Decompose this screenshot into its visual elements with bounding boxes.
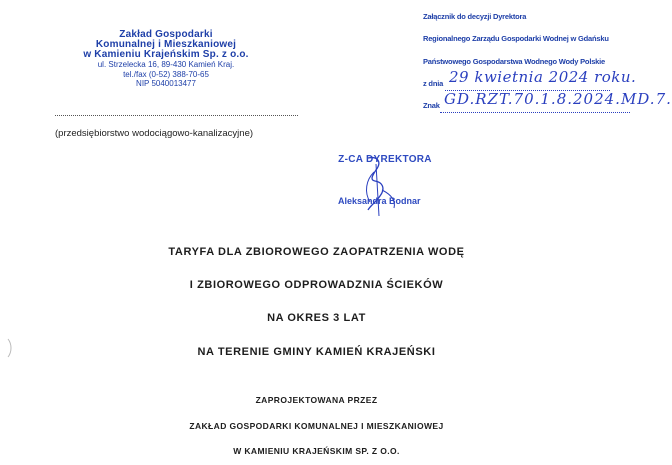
designed-by-company: ZAKŁAD GOSPODARKI KOMUNALNEJ I MIESZKANIOWEJ [189, 421, 444, 431]
scan-mark [6, 338, 14, 358]
designed-by-location: W KAMIENIU KRAJEŃSKIM SP. Z O.O. [233, 446, 400, 456]
company-stamp-address: ul. Strzelecka 16, 89-430 Kamień Kraj. [97, 60, 235, 69]
deputy-name: Aleksandra Bodnar [338, 196, 421, 206]
tariff-title-line2: I ZBIOROWEGO ODPROWADZNIA ŚCIEKÓW [189, 279, 444, 291]
tariff-title-line1: TARYFA DLA ZBIOROWEGO ZAOPATRZENIA WODĘ [168, 246, 465, 258]
company-type-label: (przedsiębiorstwo wodociągowo-kanalizacyjne) [55, 128, 254, 139]
company-stamp [70, 30, 262, 86]
designed-by-label: ZAPROJEKTOWANA PRZEZ [255, 395, 378, 405]
deputy-title: Z-CA DYREKTORA [338, 154, 432, 165]
attachment-sign-label: Znak [423, 101, 440, 110]
company-stamp-phone: tel./fax (0-52) 388-70-65 [123, 70, 209, 79]
company-stamp-line3: w Kamieniu Krajeńskim Sp. z o.o. [83, 49, 249, 60]
company-stamp-nip: NIP 5040013477 [136, 79, 196, 88]
company-stamp-line2: Komunalnej i Mieszkaniowej [95, 39, 237, 50]
attachment-line2: Regionalnego Zarządu Gospodarki Wodnej w Gdańsku [423, 34, 609, 43]
attachment-date-label: z dnia [423, 79, 444, 88]
tariff-title-line3: NA OKRES 3 LAT [267, 312, 366, 324]
handwritten-date: 29 kwietnia 2024 roku. [449, 68, 637, 86]
tariff-title-line4: NA TERENIE GMINY KAMIEŃ KRAJEŃSKI [197, 346, 436, 358]
company-stamp-line1: Zakład Gospodarki [119, 29, 213, 40]
sign-underline [440, 112, 630, 113]
company-dotted-line [55, 115, 298, 116]
signature-image [330, 150, 440, 220]
attachment-line1: Załącznik do decyzji Dyrektora [423, 12, 527, 21]
attachment-line3: Państwowego Gospodarstwa Wodnego Wody Polskie [423, 57, 605, 66]
handwritten-sign: GD.RZT.70.1.8.2024.MD.7. [444, 90, 672, 108]
